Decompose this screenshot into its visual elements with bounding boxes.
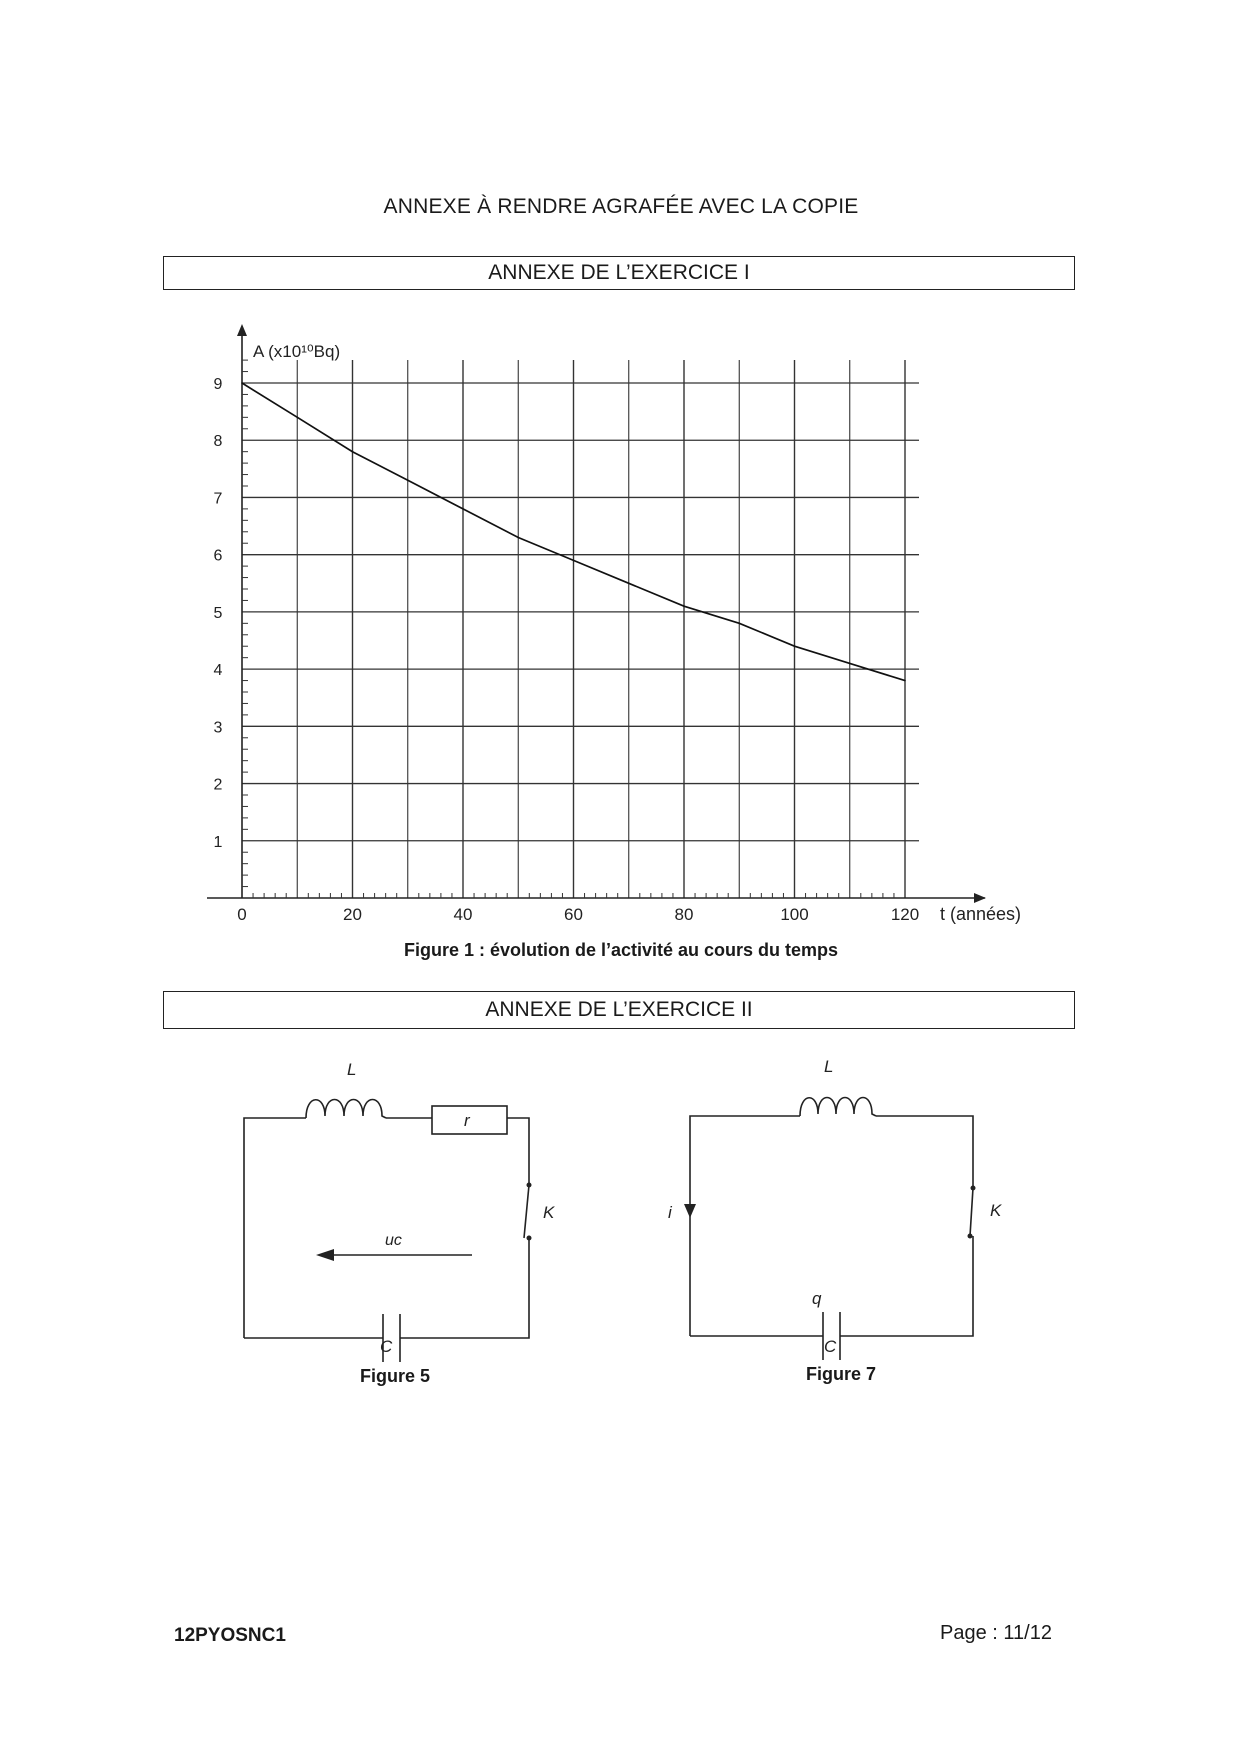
data-point	[407, 479, 409, 481]
figure-7-inductor-label: L	[824, 1057, 834, 1076]
data-point	[352, 451, 354, 453]
figure-5-resistor-label: r	[464, 1111, 470, 1130]
figure-5-voltage-label: uc	[385, 1232, 402, 1249]
document-code: 12PYOSNC1	[174, 1625, 286, 1646]
figure-7-wire	[690, 1116, 973, 1336]
figure-7-current-label: i	[668, 1203, 672, 1222]
x-tick-label: 120	[890, 905, 920, 924]
figure-7-circuit	[660, 1050, 1020, 1360]
figure-7-switch	[970, 1188, 973, 1236]
x-tick-label: 80	[674, 905, 694, 924]
figure-5-inductor-label: L	[347, 1060, 357, 1079]
figure-5-inductor	[306, 1100, 386, 1119]
switch-contact	[968, 1234, 973, 1239]
figure-5-wire	[244, 1118, 529, 1338]
figure-7-switch-label: K	[990, 1201, 1002, 1220]
data-point	[296, 417, 298, 419]
data-point	[738, 623, 740, 625]
y-axis-label: A (x10¹⁰Bq)	[253, 342, 341, 361]
y-tick-label: 1	[213, 833, 223, 851]
switch-contact	[971, 1186, 976, 1191]
figure-5-capacitor-label: C	[380, 1337, 393, 1356]
exercise-2-title: ANNEXE DE L’EXERCICE II	[485, 998, 753, 1021]
figure-5-caption: Figure 5	[359, 1366, 430, 1386]
x-tick-label: 100	[780, 905, 809, 924]
x-axis-label: t (années)	[940, 904, 1022, 924]
figure-7-capacitor-label: C	[824, 1337, 837, 1356]
chart-grid	[242, 360, 919, 898]
y-tick-label: 8	[213, 433, 223, 451]
data-point	[904, 680, 906, 682]
x-tick-label: 40	[453, 905, 473, 924]
y-tick-label: 6	[213, 547, 223, 565]
data-point	[241, 382, 243, 384]
x-tick-label: 60	[564, 905, 583, 924]
current-arrow-icon	[684, 1204, 696, 1218]
data-point	[462, 508, 464, 510]
chart-axes	[207, 324, 986, 903]
figure-5-circuit	[220, 1050, 555, 1360]
data-point	[573, 560, 575, 562]
y-tick-label: 5	[213, 604, 223, 622]
switch-contact	[527, 1236, 532, 1241]
arrow-head-icon	[316, 1249, 334, 1261]
data-point	[517, 537, 519, 539]
y-tick-label: 3	[213, 719, 223, 737]
x-axis-arrow-icon	[974, 893, 986, 903]
data-point	[794, 645, 796, 647]
figure-5-switch	[524, 1185, 529, 1238]
page-number: Page : 11/12	[940, 1622, 1052, 1644]
chart-ticks	[214, 360, 920, 924]
switch-contact	[527, 1183, 532, 1188]
y-tick-label: 7	[213, 490, 223, 508]
figure-7-caption: Figure 7	[805, 1364, 876, 1384]
figure-5-switch-label: K	[543, 1203, 555, 1222]
data-point	[628, 582, 630, 584]
figure-7-charge-label: q	[812, 1289, 822, 1308]
y-tick-label: 4	[213, 662, 223, 680]
data-point	[849, 663, 851, 665]
figure-7-inductor	[800, 1098, 876, 1117]
x-tick-label: 0	[237, 905, 247, 924]
data-point	[683, 605, 685, 607]
exercise-1-title: ANNEXE DE L’EXERCICE I	[488, 261, 750, 284]
y-tick-label: 2	[213, 776, 223, 794]
page-title: ANNEXE À RENDRE AGRAFÉE AVEC LA COPIE	[383, 195, 859, 218]
y-axis-arrow-icon	[237, 324, 247, 336]
exercise-2-header	[163, 991, 1075, 1029]
x-tick-label: 20	[343, 905, 362, 924]
figure-1-caption: Figure 1 : évolution de l’activité au cours du temps	[403, 940, 839, 960]
y-tick-label: 9	[213, 376, 223, 393]
